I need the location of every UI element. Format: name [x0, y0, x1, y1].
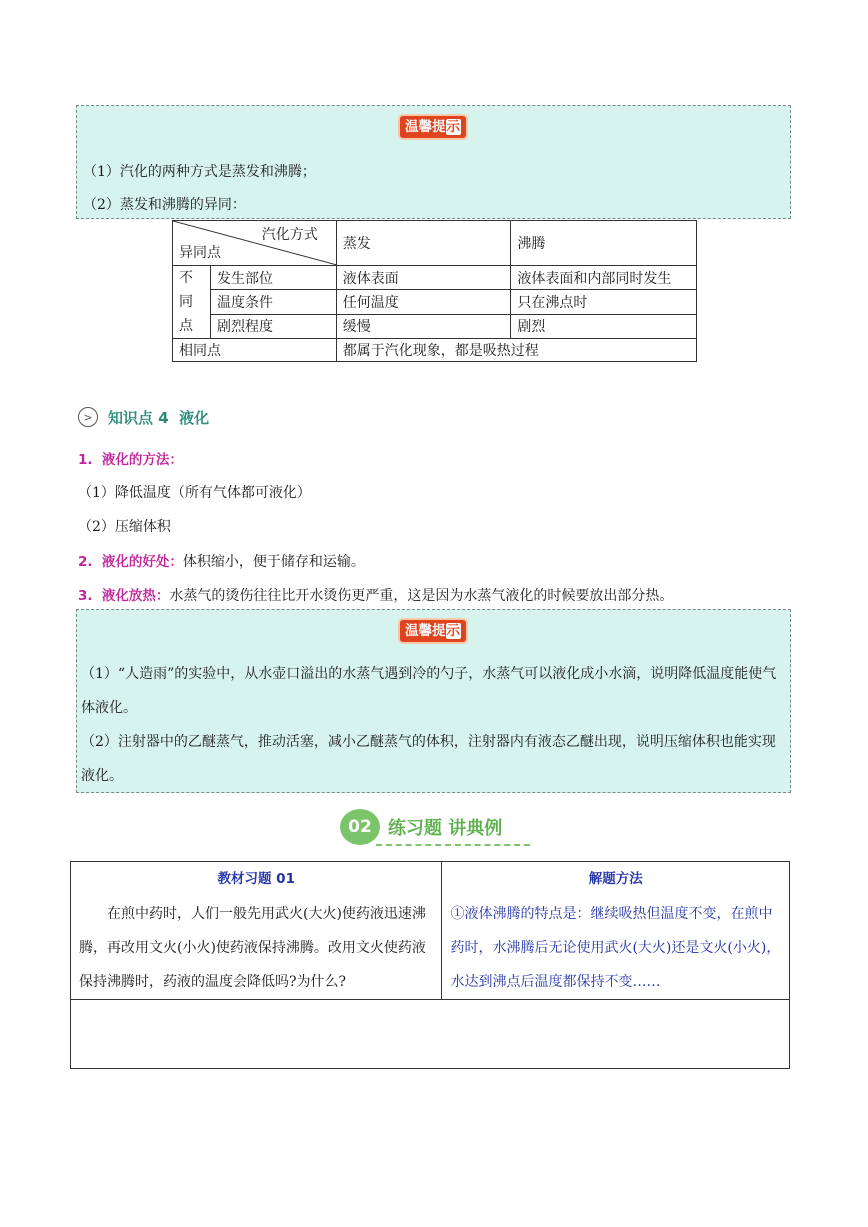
tip1-line1: （1）汽化的两种方式是蒸发和沸腾； [83, 164, 316, 180]
knowledge-point-title [78, 404, 209, 430]
same-text-cell: 都属于汽化现象，都是吸热过程 [336, 339, 696, 362]
knowledge-point-title-text: 知识点 4 液化 [108, 408, 210, 427]
exercise-answer-area [71, 1000, 790, 1069]
col-header-boil: 沸腾 [511, 221, 697, 266]
tip-badge [400, 620, 466, 642]
diff-label-cell [173, 266, 211, 339]
tip2-para1: （1）“人造雨”的实验中，从水壶口溢出的水蒸气遇到冷的勺子，水蒸气可以液化成小水滴，说明降低温度能使气体液化。 [81, 666, 777, 716]
section-title: 练习题 讲典例 [388, 818, 503, 839]
same-label-cell: 相同点 [173, 339, 337, 362]
kp-method-1: （1）降低温度（所有气体都可液化） [78, 485, 311, 501]
section-number-badge: 02 [340, 809, 380, 845]
kp-benefit-heading: 2. 液化的好处： [78, 554, 183, 570]
tip-box-1 [76, 105, 791, 219]
kp-benefit-text: 体积缩小，便于储存和运输。 [182, 554, 365, 570]
aspect-cell: 发生部位 [210, 266, 336, 290]
solution-method-text: ①液体沸腾的特点是：继续吸热但温度不变，在煎中药时，水沸腾后无论使用武火(大火)还是文火(小火)，水达到沸点后温度都保持不变…… [450, 906, 781, 990]
kp-method-heading [78, 448, 183, 468]
diag-bottom-label: 异同点 [179, 245, 221, 261]
evap-cell: 缓慢 [336, 314, 511, 338]
exercise-question-cell [71, 862, 442, 1000]
col-header-evap: 蒸发 [336, 221, 511, 266]
aspect-cell: 剧烈程度 [210, 314, 336, 338]
tip-badge-highlight: 示 [446, 119, 460, 135]
diff-label-char: 同 [179, 294, 193, 310]
boil-cell: 液体表面和内部同时发生 [511, 266, 697, 290]
kp-method-2: （2）压缩体积 [78, 519, 171, 535]
evap-cell: 液体表面 [336, 266, 511, 290]
tip-badge [400, 116, 466, 138]
evap-cell: 任何温度 [336, 290, 511, 314]
exercise-method-cell [442, 862, 790, 1000]
section-underline [376, 844, 530, 846]
tip-badge-text: 温馨提 [405, 119, 446, 135]
diff-label-char: 点 [179, 318, 193, 334]
exercise-question-text: 在煎中药时，人们一般先用武火(大火)使药液迅速沸腾，再改用文火(小火)使药液保持沸腾。改用文火使药液保持沸腾时，药液的温度会降低吗?为什么? [79, 906, 426, 990]
exercise-title: 教材习题 01 [217, 871, 295, 887]
kp-heat-text: 水蒸气的烫伤往往比开水烫伤更严重，这是因为水蒸气液化的时候要放出部分热。 [169, 588, 674, 604]
boil-cell: 剧烈 [511, 314, 697, 338]
kp-heat-release [78, 584, 673, 605]
tip1-line2: （2）蒸发和沸腾的异同： [83, 197, 246, 213]
diag-top-label: 汽化方式 [261, 227, 318, 243]
kp-heat-heading: 3. 液化放热： [78, 588, 170, 604]
tip-badge-highlight: 示 [446, 623, 460, 639]
evap-boil-compare-table [172, 220, 697, 362]
boil-cell: 只在沸点时 [511, 290, 697, 314]
tip-box-2 [76, 609, 791, 793]
kp-method-heading-text: 1. 液化的方法： [78, 452, 183, 468]
tip2-para2: （2）注射器中的乙醚蒸气，推动活塞，减小乙醚蒸气的体积，注射器内有液态乙醚出现，说明压缩体积也能实现液化。 [81, 734, 776, 784]
diff-label-char: 不 [179, 270, 193, 286]
tip-badge-text: 温馨提 [405, 623, 446, 639]
solution-method-title: 解题方法 [588, 871, 643, 887]
aspect-cell: 温度条件 [210, 290, 336, 314]
exercise-table [70, 861, 790, 1069]
chevron-circle-icon: > [78, 407, 98, 427]
diag-header-cell [173, 221, 337, 266]
kp-benefit [78, 550, 365, 571]
